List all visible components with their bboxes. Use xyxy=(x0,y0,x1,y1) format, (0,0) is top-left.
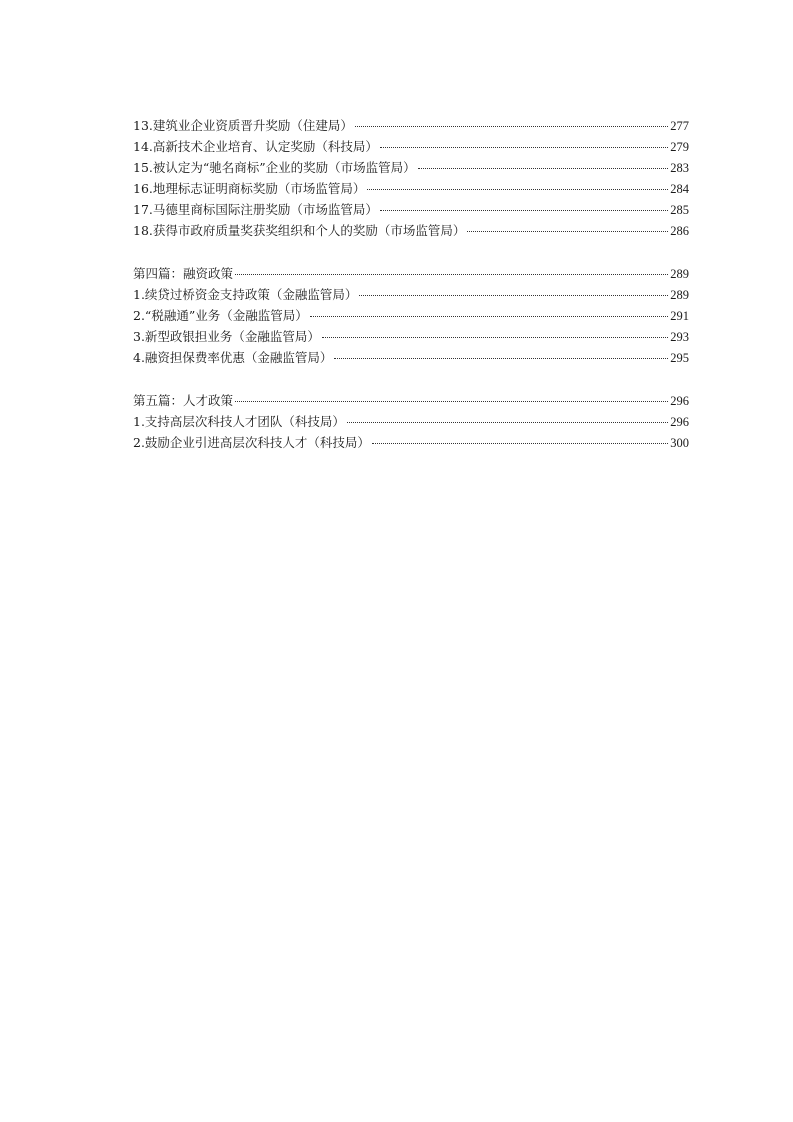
toc-entry[interactable] xyxy=(133,411,689,432)
toc-entry[interactable] xyxy=(133,347,689,368)
toc-entry[interactable] xyxy=(133,115,689,136)
toc-entry-page: 296 xyxy=(670,415,689,429)
toc-entry-title: 1.支持高层次科技人才团队（科技局） xyxy=(133,414,345,429)
toc-group-talent xyxy=(133,390,689,453)
toc-entry[interactable] xyxy=(133,284,689,305)
toc-entry-page: 277 xyxy=(670,119,689,133)
toc-entry-title: 16.地理标志证明商标奖励（市场监管局） xyxy=(133,181,366,196)
toc-entry-title: 4.融资担保费率优惠（金融监管局） xyxy=(133,350,333,365)
toc-entry-title: 14.高新技术企业培育、认定奖励（科技局） xyxy=(133,139,378,154)
dot-leader xyxy=(310,316,669,317)
dot-leader xyxy=(235,274,668,275)
toc-entry-title: 18.获得市政府质量奖获奖组织和个人的奖励（市场监管局） xyxy=(133,223,466,238)
toc-entry-page: 284 xyxy=(670,182,689,196)
toc-entry[interactable] xyxy=(133,220,689,241)
dot-leader xyxy=(235,401,668,402)
toc-entry-page: 291 xyxy=(670,309,689,323)
toc-entry-page: 295 xyxy=(670,351,689,365)
dot-leader xyxy=(380,147,668,148)
toc-entry-title: 15.被认定为“驰名商标”企业的奖励（市场监管局） xyxy=(133,160,416,175)
toc-entry-page: 283 xyxy=(670,161,689,175)
toc-group-awards xyxy=(133,115,689,241)
toc-entry-page: 285 xyxy=(670,203,689,217)
dot-leader xyxy=(347,422,668,423)
dot-leader xyxy=(359,295,668,296)
toc-section-heading[interactable] xyxy=(133,390,689,411)
toc-section-heading[interactable] xyxy=(133,263,689,284)
dot-leader xyxy=(334,358,668,359)
toc-entry-page: 289 xyxy=(670,267,689,281)
dot-leader xyxy=(367,189,668,190)
toc-entry-page: 289 xyxy=(670,288,689,302)
toc-entry-title: 1.续贷过桥资金支持政策（金融监管局） xyxy=(133,287,358,302)
toc-entry[interactable] xyxy=(133,199,689,220)
toc-entry-page: 286 xyxy=(670,224,689,238)
toc-entry[interactable] xyxy=(133,326,689,347)
toc-entry-title: 2.“税融通”业务（金融监管局） xyxy=(133,308,308,323)
toc-entry-title: 13.建筑业企业资质晋升奖励（住建局） xyxy=(133,118,353,133)
toc-entry-page: 279 xyxy=(670,140,689,154)
toc-entry-page: 293 xyxy=(670,330,689,344)
toc-entry[interactable] xyxy=(133,157,689,178)
toc-entry[interactable] xyxy=(133,136,689,157)
toc-entry-title: 2.鼓励企业引进高层次科技人才（科技局） xyxy=(133,435,370,450)
toc-entry[interactable] xyxy=(133,432,689,453)
table-of-contents xyxy=(133,115,689,475)
toc-entry[interactable] xyxy=(133,305,689,326)
toc-entry-page: 296 xyxy=(670,394,689,408)
toc-entry-title: 第五篇：人才政策 xyxy=(133,393,234,408)
dot-leader xyxy=(372,443,668,444)
toc-entry-title: 第四篇：融资政策 xyxy=(133,266,234,281)
toc-entry-page: 300 xyxy=(670,436,689,450)
dot-leader xyxy=(322,337,668,338)
toc-entry-title: 3.新型政银担业务（金融监管局） xyxy=(133,329,320,344)
toc-group-financing xyxy=(133,263,689,368)
toc-entry[interactable] xyxy=(133,178,689,199)
toc-entry-title: 17.马德里商标国际注册奖励（市场监管局） xyxy=(133,202,378,217)
dot-leader xyxy=(355,126,668,127)
dot-leader xyxy=(467,231,668,232)
dot-leader xyxy=(380,210,668,211)
dot-leader xyxy=(418,168,669,169)
